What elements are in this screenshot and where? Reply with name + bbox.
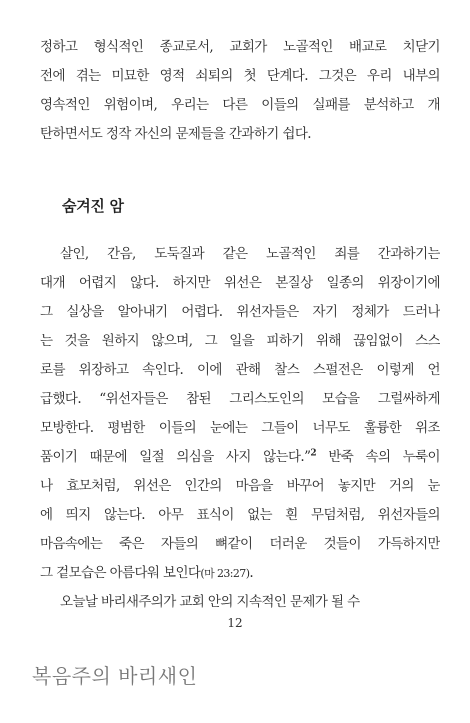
- text-line-with-footnote: [40, 443, 440, 472]
- text-line: 로를 위장하고 속인다. 이에 관해 찰스 스펄전은 이렇게 언: [40, 362, 440, 378]
- continuation-text: 반죽 속의 누룩이: [316, 449, 440, 465]
- last-line-end: .: [249, 565, 254, 581]
- footnote-marker[interactable]: 2: [310, 448, 317, 459]
- text-line: 살인, 간음, 도둑질과 같은 노골적인 죄를 간과하기는: [60, 246, 440, 262]
- text-line-with-reference: [40, 559, 440, 588]
- text-line: 정하고 형식적인 종교로서, 교회가 노골적인 배교로 치닫기: [40, 39, 440, 55]
- text-line: 는 것을 원하지 않으며, 그 일을 피하기 위해 끊임없이 스스: [40, 333, 440, 349]
- running-book-title: 복음주의 바리새인: [32, 664, 198, 688]
- quote-end-text: 품이기 때문에 일절 의심을 사지 않는다.”: [40, 449, 311, 465]
- text-line: 모방한다. 평범한 이들의 눈에는 그들이 너무도 훌륭한 위조: [40, 420, 440, 436]
- text-line: 탄하면서도 정작 자신의 문제들을 간과하기 쉽다.: [40, 126, 311, 142]
- text-line: 나 효모처럼, 위선은 인간의 마음을 바꾸어 놓지만 거의 눈: [40, 478, 440, 494]
- text-line: 마음속에는 죽은 자들의 뼈같이 더러운 것들이 가득하지만: [40, 536, 440, 552]
- text-line: 급했다. “위선자들은 참된 그리스도인의 모습을 그럴싸하게: [40, 391, 440, 407]
- last-line-text: 그 겉모습은 아름다워 보인다: [40, 565, 201, 581]
- scripture-reference: (마 23:27): [200, 567, 250, 580]
- page-number: 12: [227, 616, 243, 630]
- section-heading: 숨겨진 암: [62, 197, 124, 215]
- text-line: 영속적인 위험이며, 우리는 다른 이들의 실패를 분석하고 개: [40, 97, 440, 113]
- text-line: 전에 겪는 미묘한 영적 쇠퇴의 첫 단계다. 그것은 우리 내부의: [40, 68, 440, 84]
- text-line: 오늘날 바리새주의가 교회 안의 지속적인 문제가 될 수: [60, 594, 360, 610]
- text-line: 대개 어렵지 않다. 하지만 위선은 본질상 일종의 위장이기에: [40, 275, 440, 291]
- body-paragraph: [40, 240, 440, 617]
- text-line: 그 실상을 알아내기 어렵다. 위선자들은 자기 정체가 드러나: [40, 304, 440, 320]
- top-paragraph: [40, 33, 440, 149]
- text-line: 에 띄지 않는다. 아무 표식이 없는 흰 무덤처럼, 위선자들의: [40, 507, 440, 523]
